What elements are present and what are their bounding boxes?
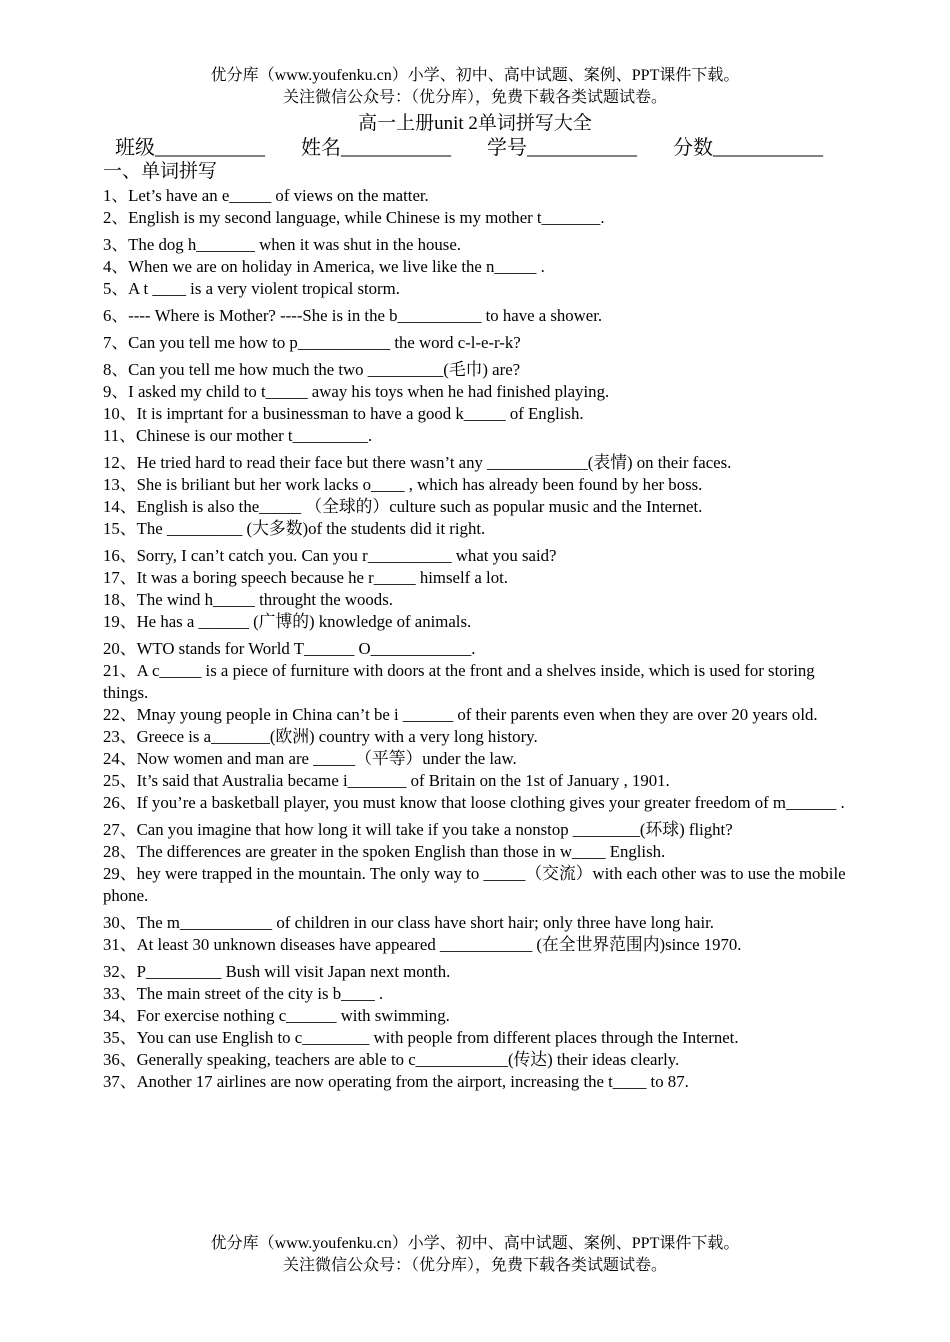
question-item: 4、When we are on holiday in America, we live like the n_____ .	[103, 257, 545, 276]
question-item: 10、It is imprtant for a businessman to have a good k_____ of English.	[103, 404, 584, 423]
question-item: 29、hey were trapped in the mountain. The only way to _____（交流）with each other was to use the mobile phone.	[103, 864, 846, 905]
question-item: 7、Can you tell me how to p___________ the word c-l-e-r-k?	[103, 333, 521, 352]
class-field: 班级___________	[115, 137, 265, 159]
question-item: 37、Another 17 airlines are now operating from the airport, increasing the t____ to 87.	[103, 1072, 689, 1091]
question-item: 25、It’s said that Australia became i_______ of Britain on the 1st of January , 1901.	[103, 771, 670, 790]
question-item: 30、The m___________ of children in our class have short hair; only three have long hair.	[103, 913, 714, 932]
question-item: 28、The differences are greater in the spoken English than those in w____ English.	[103, 842, 666, 861]
score-field: 分数___________	[673, 137, 823, 159]
student-info-row	[115, 136, 855, 160]
question-item: 26、If you’re a basketball player, you must know that loose clothing gives your greater freedom of m______ .	[103, 793, 845, 812]
question-item: 31、At least 30 unknown diseases have appeared ___________ (在全世界范围内)since 1970.	[103, 935, 742, 954]
footer-line-2: 关注微信公众号：（优分库），免费下载各类试题试卷。	[282, 1257, 667, 1274]
question-item: 22、Mnay young people in China can’t be i ______ of their parents even when they are over 20 years old.	[103, 705, 818, 724]
question-item: 21、A c_____ is a piece of furniture with doors at the front and a shelves inside, which is used for storing things.	[103, 661, 815, 702]
question-item: 20、WTO stands for World T______ O____________.	[103, 639, 476, 658]
question-item: 35、You can use English to c________ with people from different places through the Internet.	[103, 1028, 739, 1047]
page-footer	[0, 1233, 950, 1277]
header-line-2: 关注微信公众号：（优分库），免费下载各类试题试卷。	[282, 89, 667, 106]
question-item: 18、The wind h_____ throught the woods.	[103, 590, 393, 609]
name-field: 姓名___________	[301, 137, 451, 159]
question-item: 5、A t ____ is a very violent tropical storm.	[103, 279, 400, 298]
student-id-field: 学号___________	[487, 137, 637, 159]
section-title: 一、单词拼写	[103, 161, 218, 182]
question-item: 19、He has a ______ (广博的) knowledge of animals.	[103, 612, 472, 631]
question-item: 24、Now women and man are _____（平等）under the law.	[103, 749, 517, 768]
question-item: 32、P_________ Bush will visit Japan next month.	[103, 962, 451, 981]
question-item: 17、It was a boring speech because he r_____ himself a lot.	[103, 568, 508, 587]
question-item: 33、The main street of the city is b____ .	[103, 984, 384, 1003]
question-item: 23、Greece is a_______(欧洲) country with a very long history.	[103, 727, 538, 746]
question-list	[103, 185, 853, 1093]
question-item: 9、I asked my child to t_____ away his toys when he had finished playing.	[103, 382, 610, 401]
question-item: 1、Let’s have an e_____ of views on the matter.	[103, 186, 429, 205]
document-title: 高一上册unit 2单词拼写大全	[358, 113, 592, 134]
question-item: 14、English is also the_____ （全球的）culture such as popular music and the Internet.	[103, 497, 703, 516]
question-item: 11、Chinese is our mother t_________.	[103, 426, 373, 445]
question-item: 13、She is briliant but her work lacks o____ , which has already been found by her boss.	[103, 475, 703, 494]
question-item: 16、Sorry, I can’t catch you. Can you r__________ what you said?	[103, 546, 557, 565]
header-line-1: 优分库（www.youfenku.cn）小学、初中、高中试题、案例、PPT课件下载。	[210, 67, 740, 84]
footer-line-1: 优分库（www.youfenku.cn）小学、初中、高中试题、案例、PPT课件下载。	[210, 1235, 740, 1252]
question-item: 27、Can you imagine that how long it will take if you take a nonstop ________(环球) flight?	[103, 820, 733, 839]
question-item: 12、He tried hard to read their face but there wasn’t any ____________(表情) on their faces.	[103, 453, 732, 472]
question-item: 36、Generally speaking, teachers are able to c___________(传达) their ideas clearly.	[103, 1050, 680, 1069]
question-item: 34、For exercise nothing c______ with swimming.	[103, 1006, 450, 1025]
question-item: 8、Can you tell me how much the two _________(毛巾) are?	[103, 360, 521, 379]
question-item: 6、---- Where is Mother? ----She is in the b__________ to have a shower.	[103, 306, 603, 325]
page-header	[0, 65, 950, 109]
question-item: 2、English is my second language, while Chinese is my mother t_______.	[103, 208, 605, 227]
question-item: 3、The dog h_______ when it was shut in the house.	[103, 235, 461, 254]
question-item: 15、The _________ (大多数)of the students did it right.	[103, 519, 486, 538]
